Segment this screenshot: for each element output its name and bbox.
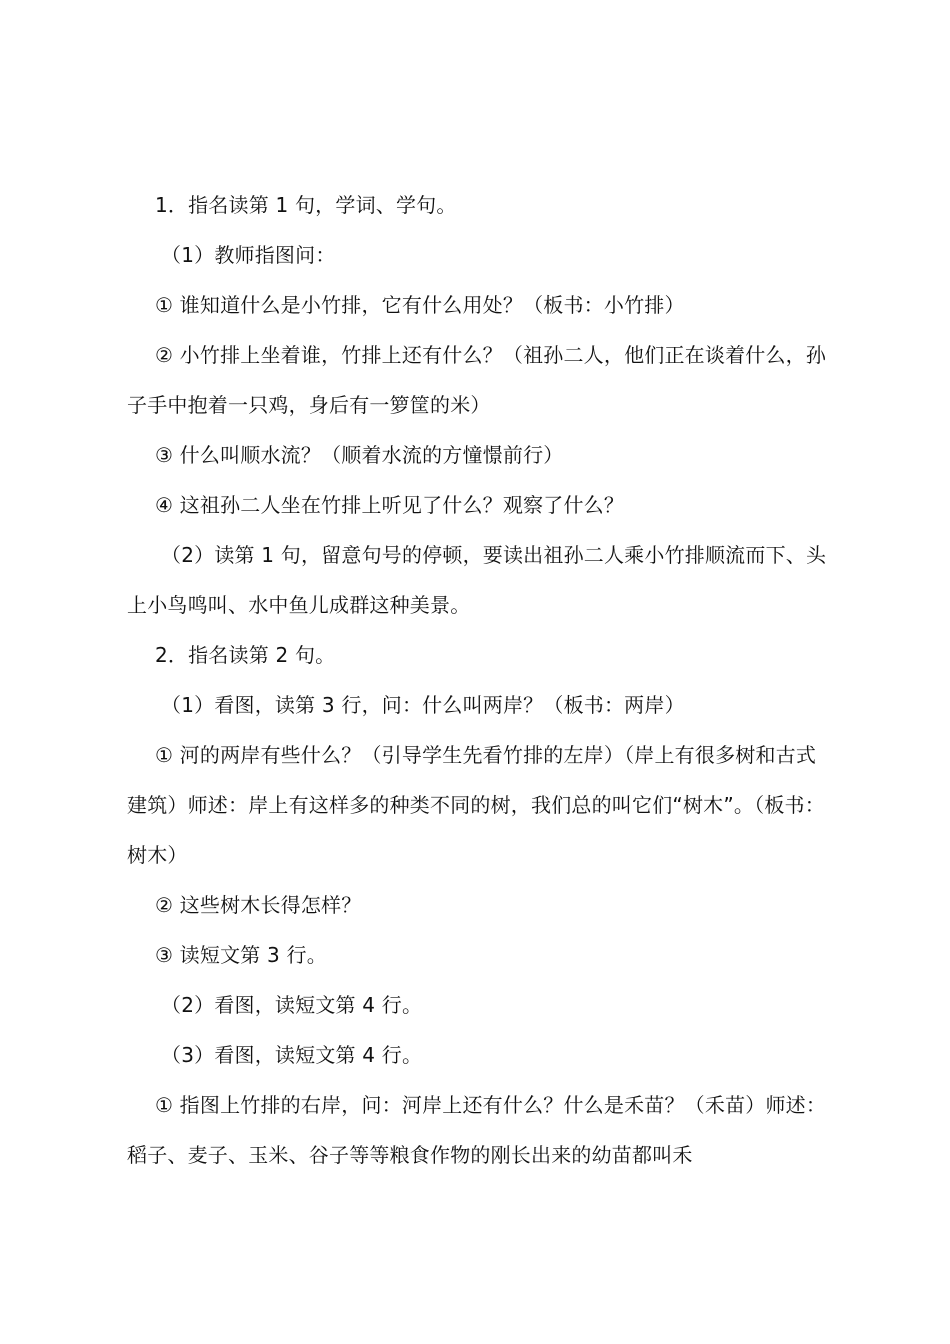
paragraph-question-4: ④ 这祖孙二人坐在竹排上听见了什么？观察了什么？ xyxy=(155,493,625,517)
paragraph-question-2: ② 小竹排上坐着谁，竹排上还有什么？（祖孙二人，他们正在谈着什么，孙子手中抱着一只鸡，身后有一箩筐的米） xyxy=(127,343,827,417)
paragraph-question-1b: ① 河的两岸有些什么？（引导学生先看竹排的左岸）（岸上有很多树和古式建筑）师述：岸上有这样多的种类不同的树，我们总的叫它们“树木”。（板书：树木） xyxy=(127,743,825,867)
paragraph-question-2b: ② 这些树木长得怎样？ xyxy=(155,893,362,917)
paragraph-question-3: ③ 什么叫顺水流？（顺着水流的方憧憬前行） xyxy=(155,443,564,467)
paragraph-sub-3b: （3）看图，读短文第 4 行。 xyxy=(161,1043,423,1067)
paragraph-sub-1: （1）教师指图问： xyxy=(161,243,336,267)
paragraph-sub-2: （2）读第 1 句，留意句号的停顿，要读出祖孙二人乘小竹排顺流而下、头上小鸟鸣叫、水中鱼儿成群这种美景。 xyxy=(127,543,827,617)
paragraph-sub-2b: （2）看图，读短文第 4 行。 xyxy=(161,993,423,1017)
paragraph-step-2: 2．指名读第 2 句。 xyxy=(155,643,336,667)
paragraph-question-3b: ③ 读短文第 3 行。 xyxy=(155,943,327,967)
document-body xyxy=(127,180,833,1180)
paragraph-question-1: ① 谁知道什么是小竹排，它有什么用处？（板书：小竹排） xyxy=(155,293,685,317)
paragraph-step-1: 1．指名读第 1 句，学词、学句。 xyxy=(155,193,457,217)
paragraph-question-1c: ① 指图上竹排的右岸，问：河岸上还有什么？什么是禾苗？（禾苗）师述：稻子、麦子、玉米、谷子等等粮食作物的刚长出来的幼苗都叫禾 xyxy=(127,1093,827,1167)
paragraph-sub-1b: （1）看图，读第 3 行，问：什么叫两岸？（板书：两岸） xyxy=(161,693,685,717)
